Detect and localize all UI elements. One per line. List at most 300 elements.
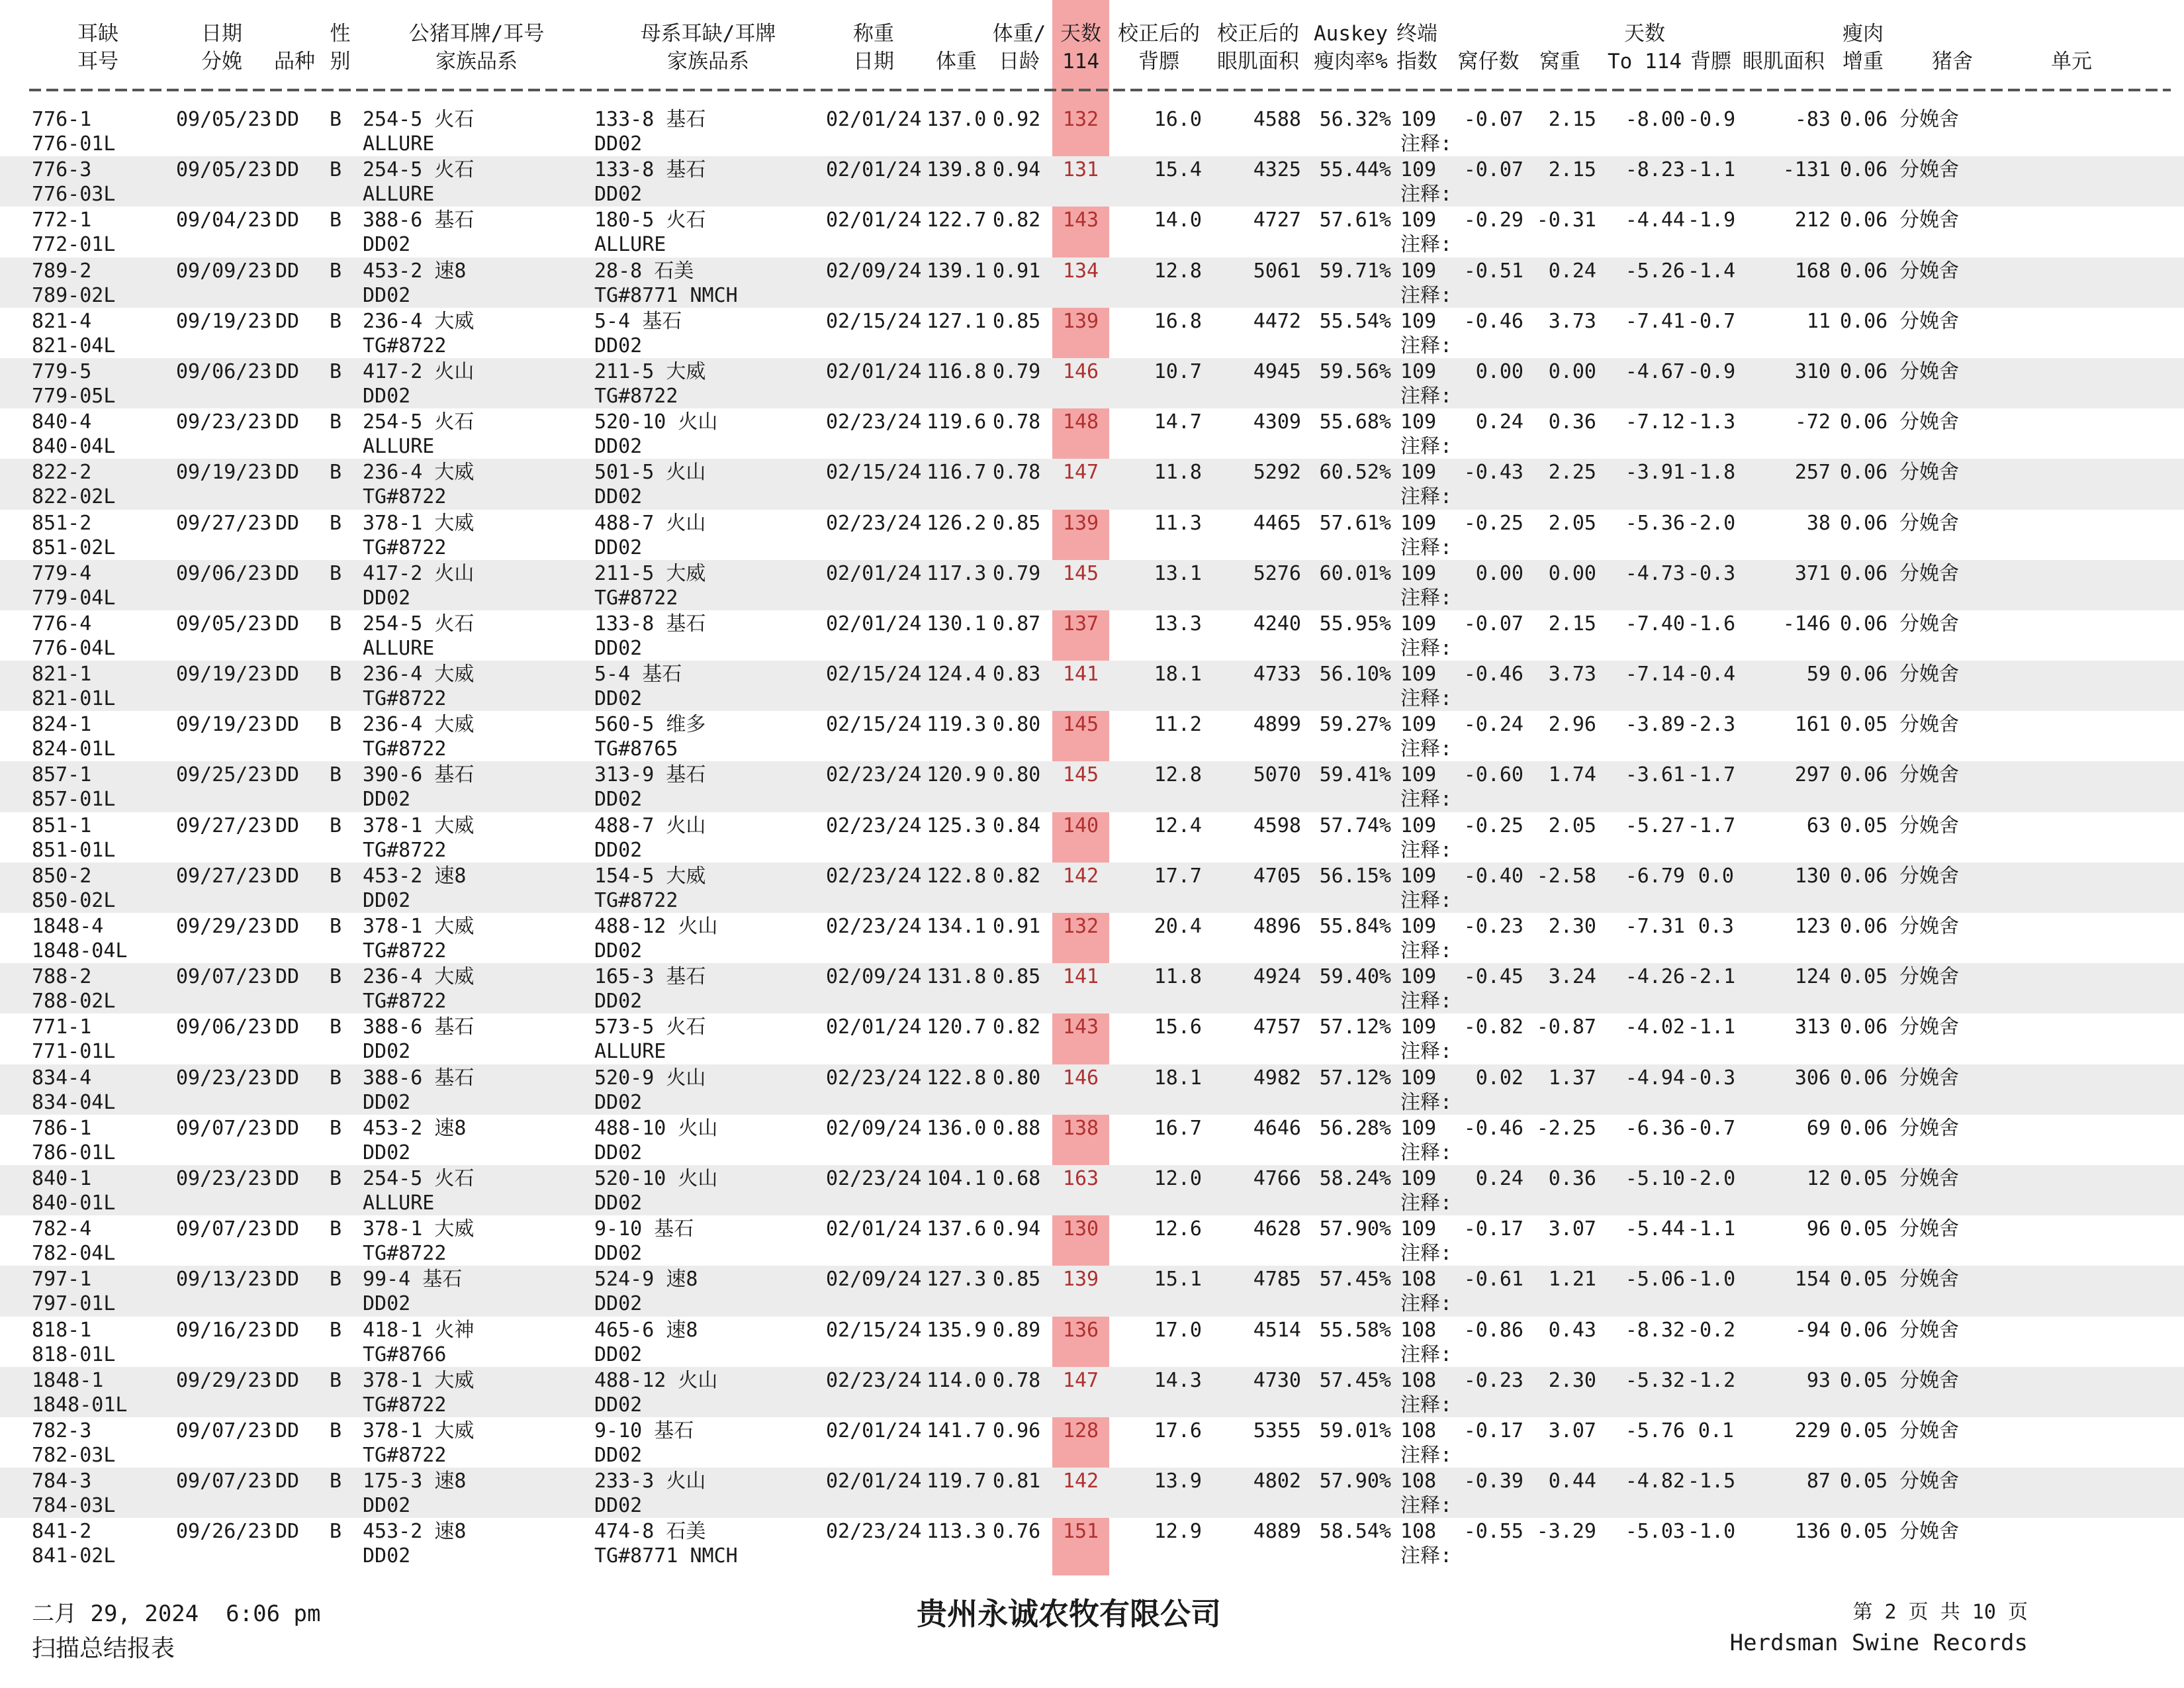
col-header-line: 校正后的 xyxy=(1118,22,1200,46)
col-header-line: 天数 xyxy=(1060,22,1101,46)
adj-backfat: 12.8 xyxy=(1154,259,1202,283)
ear-tag: 841-02L xyxy=(32,1544,116,1568)
litter-size-ebv: -0.07 xyxy=(1463,612,1524,635)
sire-line: DD02 xyxy=(363,1494,411,1518)
terminal-index: 108 xyxy=(1400,1368,1437,1392)
sire-id: 390-6 基石 xyxy=(363,763,475,787)
dam-line: DD02 xyxy=(594,636,643,660)
weigh-date: 02/09/24 xyxy=(826,965,922,989)
adj-loin-area: 4785 xyxy=(1253,1268,1301,1291)
sex: B xyxy=(330,1368,342,1392)
weight-per-day: 0.76 xyxy=(993,1520,1041,1544)
ear-tag: 771-01L xyxy=(32,1040,116,1064)
days-to-114-ebv: -3.61 xyxy=(1625,763,1685,787)
birth-date: 09/27/23 xyxy=(176,864,272,888)
adj-backfat: 20.4 xyxy=(1154,915,1202,938)
sire-id: 417-2 火山 xyxy=(363,359,475,383)
col-header-loin-ebv xyxy=(1734,20,1833,81)
ear-tag: 821-04L xyxy=(32,334,116,357)
table-row xyxy=(0,106,2184,156)
litter-size-ebv: -0.25 xyxy=(1463,511,1524,535)
birth-date: 09/07/23 xyxy=(176,1419,272,1442)
sex: B xyxy=(330,1470,342,1493)
sire-line: TG#8766 xyxy=(363,1342,447,1366)
lean-gain: 0.06 xyxy=(1840,158,1888,182)
pen: 分娩舍 xyxy=(1899,410,1959,434)
table-row xyxy=(0,963,2184,1013)
col-header-line: 瘦肉 xyxy=(1843,22,1884,46)
adj-backfat: 11.3 xyxy=(1154,511,1202,535)
table-row xyxy=(0,358,2184,408)
days-to-114-ebv: -4.94 xyxy=(1625,1066,1685,1090)
table-row xyxy=(0,308,2184,358)
weigh-date: 02/01/24 xyxy=(826,1419,922,1442)
sex: B xyxy=(330,1268,342,1291)
sex: B xyxy=(330,158,342,182)
col-header-line: 校正后的 xyxy=(1217,22,1299,46)
table-row xyxy=(0,661,2184,711)
adj-backfat: 15.4 xyxy=(1154,158,1202,182)
col-header-line: 增重 xyxy=(1843,50,1884,73)
terminal-index: 109 xyxy=(1400,1217,1437,1241)
litter-weight-ebv: 0.36 xyxy=(1548,410,1596,434)
breed: DD xyxy=(275,1166,300,1190)
sire-id: 388-6 基石 xyxy=(363,209,475,232)
adj-backfat: 13.3 xyxy=(1154,612,1202,635)
ear-notch: 779-4 xyxy=(32,561,92,585)
sire-line: TG#8722 xyxy=(363,485,447,509)
lean-gain: 0.05 xyxy=(1840,713,1888,737)
birth-date: 09/29/23 xyxy=(176,915,272,938)
sire-line: TG#8722 xyxy=(363,1393,447,1417)
days-to-114-ebv: -5.10 xyxy=(1625,1166,1685,1190)
weight-per-day: 0.85 xyxy=(993,1268,1041,1291)
pen: 分娩舍 xyxy=(1899,511,1959,535)
birth-date: 09/05/23 xyxy=(176,108,272,131)
sire-line: TG#8722 xyxy=(363,990,447,1013)
ear-notch: 1848-1 xyxy=(32,1368,104,1392)
col-header-breed xyxy=(271,20,318,81)
col-header-line: 眼肌面积 xyxy=(1217,50,1299,73)
col-header-unit xyxy=(2012,20,2131,81)
weight-per-day: 0.78 xyxy=(993,1368,1041,1392)
note-label: 注释: xyxy=(1400,586,1453,610)
sire-id: 236-4 大威 xyxy=(363,461,475,485)
note-label: 注释: xyxy=(1400,1544,1453,1568)
adj-backfat: 11.8 xyxy=(1154,965,1202,989)
lean-percent: 57.45% xyxy=(1319,1268,1391,1291)
dam-line: TG#8722 xyxy=(594,888,678,912)
backfat-ebv: -1.1 xyxy=(1688,1217,1736,1241)
birth-date: 09/27/23 xyxy=(176,814,272,837)
lean-percent: 59.01% xyxy=(1319,1419,1391,1442)
terminal-index: 109 xyxy=(1400,663,1437,686)
days-to-114: 137 xyxy=(1062,612,1099,635)
pen: 分娩舍 xyxy=(1899,814,1959,837)
weight-per-day: 0.68 xyxy=(993,1166,1041,1190)
lean-gain: 0.05 xyxy=(1840,1166,1888,1190)
ear-notch: 789-2 xyxy=(32,259,92,283)
table-row xyxy=(0,1468,2184,1518)
col-header-litter-wt xyxy=(1524,20,1596,81)
pen: 分娩舍 xyxy=(1899,763,1959,787)
weigh-date: 02/01/24 xyxy=(826,1015,922,1039)
dam-id: 9-10 基石 xyxy=(594,1419,694,1442)
lean-gain: 0.06 xyxy=(1840,1015,1888,1039)
breed: DD xyxy=(275,965,300,989)
weight: 124.4 xyxy=(927,663,987,686)
adj-loin-area: 4598 xyxy=(1253,814,1301,837)
weight-per-day: 0.96 xyxy=(993,1419,1041,1442)
litter-weight-ebv: 0.43 xyxy=(1548,1318,1596,1342)
dam-id: 573-5 火石 xyxy=(594,1015,706,1039)
litter-size-ebv: -0.29 xyxy=(1463,209,1524,232)
birth-date: 09/27/23 xyxy=(176,511,272,535)
note-label: 注释: xyxy=(1400,1443,1453,1467)
note-label: 注释: xyxy=(1400,788,1453,812)
ear-notch: 841-2 xyxy=(32,1520,92,1544)
litter-weight-ebv: 3.07 xyxy=(1548,1419,1596,1442)
terminal-index: 109 xyxy=(1400,158,1437,182)
lean-percent: 60.01% xyxy=(1319,561,1391,585)
col-header-pen xyxy=(1893,20,2012,81)
col-header-line: 日期 xyxy=(201,22,242,46)
pen: 分娩舍 xyxy=(1899,663,1959,686)
sex: B xyxy=(330,1419,342,1442)
terminal-index: 109 xyxy=(1400,612,1437,635)
dam-id: 180-5 火石 xyxy=(594,209,706,232)
weight: 139.8 xyxy=(927,158,987,182)
note-label: 注释: xyxy=(1400,283,1453,307)
ear-tag: 797-01L xyxy=(32,1292,116,1316)
loin-area-ebv: 69 xyxy=(1806,1116,1831,1140)
backfat-ebv: -2.3 xyxy=(1688,713,1736,737)
note-label: 注释: xyxy=(1400,838,1453,862)
weight: 135.9 xyxy=(927,1318,987,1342)
col-header-index xyxy=(1396,20,1453,81)
col-header-line xyxy=(1893,20,2012,48)
table-row xyxy=(0,156,2184,207)
table-row xyxy=(0,610,2184,661)
days-to-114-ebv: -5.26 xyxy=(1625,259,1685,283)
terminal-index: 109 xyxy=(1400,1116,1437,1140)
dam-id: 154-5 大威 xyxy=(594,864,706,888)
weigh-date: 02/15/24 xyxy=(826,1318,922,1342)
col-header-line: 耳号 xyxy=(77,50,118,73)
ear-tag: 786-01L xyxy=(32,1141,116,1164)
backfat-ebv: -1.6 xyxy=(1688,612,1736,635)
adj-loin-area: 4727 xyxy=(1253,209,1301,232)
weight-per-day: 0.82 xyxy=(993,1015,1041,1039)
days-to-114-ebv: -5.27 xyxy=(1625,814,1685,837)
dam-line: ALLURE xyxy=(594,1040,666,1064)
adj-loin-area: 4896 xyxy=(1253,915,1301,938)
terminal-index: 109 xyxy=(1400,410,1437,434)
sire-id: 418-1 火神 xyxy=(363,1318,475,1342)
loin-area-ebv: 136 xyxy=(1794,1520,1831,1544)
backfat-ebv: 0.0 xyxy=(1698,864,1734,888)
pen: 分娩舍 xyxy=(1899,259,1959,283)
weight-per-day: 0.82 xyxy=(993,864,1041,888)
sex: B xyxy=(330,259,342,283)
adj-backfat: 13.1 xyxy=(1154,561,1202,585)
birth-date: 09/19/23 xyxy=(176,461,272,485)
table-body xyxy=(0,106,2184,1568)
sire-line: ALLURE xyxy=(363,1191,435,1215)
sire-line: ALLURE xyxy=(363,636,435,660)
ear-notch: 834-4 xyxy=(32,1066,92,1090)
sire-id: 254-5 火石 xyxy=(363,158,475,182)
adj-loin-area: 5070 xyxy=(1253,763,1301,787)
birth-date: 09/05/23 xyxy=(176,612,272,635)
days-to-114: 140 xyxy=(1062,814,1099,837)
lean-percent: 59.56% xyxy=(1319,359,1391,383)
terminal-index: 109 xyxy=(1400,814,1437,837)
col-header-lean xyxy=(1308,20,1394,81)
adj-loin-area: 4472 xyxy=(1253,309,1301,333)
note-label: 注释: xyxy=(1400,132,1453,156)
col-header-sex xyxy=(320,20,360,81)
weight: 137.0 xyxy=(927,108,987,131)
lean-gain: 0.06 xyxy=(1840,663,1888,686)
backfat-ebv: 0.1 xyxy=(1698,1419,1734,1442)
weigh-date: 02/15/24 xyxy=(826,663,922,686)
litter-weight-ebv: 2.15 xyxy=(1548,612,1596,635)
ear-notch: 776-1 xyxy=(32,108,92,131)
days-to-114-ebv: -5.44 xyxy=(1625,1217,1685,1241)
adj-backfat: 14.3 xyxy=(1154,1368,1202,1392)
birth-date: 09/23/23 xyxy=(176,1066,272,1090)
weight-per-day: 0.82 xyxy=(993,209,1041,232)
days-to-114-ebv: -5.76 xyxy=(1625,1419,1685,1442)
terminal-index: 109 xyxy=(1400,1015,1437,1039)
dam-id: 488-12 火山 xyxy=(594,1368,718,1392)
col-header-line xyxy=(2012,20,2131,48)
sire-id: 254-5 火石 xyxy=(363,108,475,131)
pen: 分娩舍 xyxy=(1899,158,1959,182)
adj-backfat: 12.9 xyxy=(1154,1520,1202,1544)
weight: 134.1 xyxy=(927,915,987,938)
weight-per-day: 0.94 xyxy=(993,1217,1041,1241)
col-header-line xyxy=(1688,20,1734,48)
pen: 分娩舍 xyxy=(1899,1116,1959,1140)
pen: 分娩舍 xyxy=(1899,915,1959,938)
dam-line: TG#8722 xyxy=(594,586,678,610)
lean-percent: 59.71% xyxy=(1319,259,1391,283)
col-header-line: 耳缺 xyxy=(77,22,118,46)
days-to-114-ebv: -5.06 xyxy=(1625,1268,1685,1291)
litter-weight-ebv: 1.21 xyxy=(1548,1268,1596,1291)
ear-notch: 1848-4 xyxy=(32,915,104,938)
sex: B xyxy=(330,965,342,989)
pen: 分娩舍 xyxy=(1899,1368,1959,1392)
backfat-ebv: -1.4 xyxy=(1688,259,1736,283)
col-header-line: 家族品系 xyxy=(435,50,518,73)
col-header-line xyxy=(1734,20,1833,48)
lean-gain: 0.05 xyxy=(1840,814,1888,837)
days-to-114: 147 xyxy=(1062,461,1099,485)
dam-line: DD02 xyxy=(594,1292,643,1316)
table-row xyxy=(0,1013,2184,1064)
col-header-date xyxy=(172,20,271,81)
days-to-114-ebv: -7.41 xyxy=(1625,309,1685,333)
lean-gain: 0.06 xyxy=(1840,359,1888,383)
terminal-index: 109 xyxy=(1400,763,1437,787)
litter-size-ebv: -0.43 xyxy=(1463,461,1524,485)
breed: DD xyxy=(275,1015,300,1039)
breed: DD xyxy=(275,814,300,837)
sire-line: DD02 xyxy=(363,1292,411,1316)
pen: 分娩舍 xyxy=(1899,1166,1959,1190)
sire-id: 236-4 大威 xyxy=(363,309,475,333)
litter-weight-ebv: 2.25 xyxy=(1548,461,1596,485)
loin-area-ebv: 313 xyxy=(1794,1015,1831,1039)
lean-percent: 56.10% xyxy=(1319,663,1391,686)
adj-backfat: 11.8 xyxy=(1154,461,1202,485)
dam-line: TG#8771 NMCH xyxy=(594,283,738,307)
days-to-114-ebv: -3.91 xyxy=(1625,461,1685,485)
col-header-line: Auskey xyxy=(1314,22,1388,46)
loin-area-ebv: 306 xyxy=(1794,1066,1831,1090)
litter-size-ebv: -0.46 xyxy=(1463,1116,1524,1140)
loin-area-ebv: 93 xyxy=(1806,1368,1831,1392)
terminal-index: 109 xyxy=(1400,259,1437,283)
sire-id: 378-1 大威 xyxy=(363,511,475,535)
weight-per-day: 0.94 xyxy=(993,158,1041,182)
breed: DD xyxy=(275,1217,300,1241)
lean-gain: 0.06 xyxy=(1840,410,1888,434)
weigh-date: 02/01/24 xyxy=(826,359,922,383)
litter-size-ebv: -0.46 xyxy=(1463,663,1524,686)
sex: B xyxy=(330,713,342,737)
col-header-line xyxy=(271,20,318,48)
ear-tag: 776-04L xyxy=(32,636,116,660)
lean-gain: 0.06 xyxy=(1840,259,1888,283)
sire-line: TG#8722 xyxy=(363,536,447,559)
table-row xyxy=(0,1165,2184,1215)
terminal-index: 109 xyxy=(1400,1066,1437,1090)
lean-percent: 57.74% xyxy=(1319,814,1391,837)
note-label: 注释: xyxy=(1400,384,1453,408)
col-header-line xyxy=(923,20,989,48)
litter-weight-ebv: 2.05 xyxy=(1548,814,1596,837)
weight: 126.2 xyxy=(927,511,987,535)
birth-date: 09/25/23 xyxy=(176,763,272,787)
weight: 122.8 xyxy=(927,864,987,888)
col-header-lean-gain xyxy=(1833,20,1893,81)
sire-id: 236-4 大威 xyxy=(363,663,475,686)
sire-line: ALLURE xyxy=(363,183,435,207)
dam-id: 520-10 火山 xyxy=(594,410,718,434)
adj-backfat: 11.2 xyxy=(1154,713,1202,737)
sire-line: TG#8722 xyxy=(363,838,447,862)
weigh-date: 02/15/24 xyxy=(826,309,922,333)
litter-weight-ebv: 3.73 xyxy=(1548,663,1596,686)
litter-size-ebv: -0.17 xyxy=(1463,1419,1524,1442)
ear-notch: 821-4 xyxy=(32,309,92,333)
days-to-114: 148 xyxy=(1062,410,1099,434)
col-header-line xyxy=(1524,20,1596,48)
weigh-date: 02/15/24 xyxy=(826,713,922,737)
adj-loin-area: 4945 xyxy=(1253,359,1301,383)
weight: 116.8 xyxy=(927,359,987,383)
pen: 分娩舍 xyxy=(1899,1520,1959,1544)
lean-percent: 55.68% xyxy=(1319,410,1391,434)
software-name: Herdsman Swine Records xyxy=(1729,1630,2028,1656)
table-row xyxy=(0,1266,2184,1316)
litter-size-ebv: 0.24 xyxy=(1475,410,1524,434)
dam-line: DD02 xyxy=(594,1141,643,1164)
weight-per-day: 0.79 xyxy=(993,561,1041,585)
weight-per-day: 0.88 xyxy=(993,1116,1041,1140)
litter-size-ebv: -0.17 xyxy=(1463,1217,1524,1241)
dam-id: 524-9 速8 xyxy=(594,1268,698,1291)
col-header-line: 眼肌面积 xyxy=(1743,50,1825,73)
loin-area-ebv: 257 xyxy=(1794,461,1831,485)
terminal-index: 109 xyxy=(1400,511,1437,535)
days-to-114: 145 xyxy=(1062,713,1099,737)
loin-area-ebv: 168 xyxy=(1794,259,1831,283)
breed: DD xyxy=(275,1116,300,1140)
litter-size-ebv: -0.25 xyxy=(1463,814,1524,837)
lean-percent: 57.90% xyxy=(1319,1470,1391,1493)
sire-id: 453-2 速8 xyxy=(363,1520,467,1544)
days-to-114-ebv: -4.02 xyxy=(1625,1015,1685,1039)
pen: 分娩舍 xyxy=(1899,1470,1959,1493)
dam-line: DD02 xyxy=(594,990,643,1013)
weight-per-day: 0.91 xyxy=(993,259,1041,283)
dam-line: DD02 xyxy=(594,1242,643,1266)
pen: 分娩舍 xyxy=(1899,359,1959,383)
sex: B xyxy=(330,309,342,333)
lean-percent: 55.54% xyxy=(1319,309,1391,333)
sex: B xyxy=(330,915,342,938)
table-row xyxy=(0,863,2184,913)
col-header-ear xyxy=(32,20,164,81)
col-header-days114 xyxy=(1052,20,1109,81)
lean-percent: 59.41% xyxy=(1319,763,1391,787)
breed: DD xyxy=(275,309,300,333)
backfat-ebv: -1.0 xyxy=(1688,1520,1736,1544)
weigh-date: 02/01/24 xyxy=(826,612,922,635)
days-to-114: 141 xyxy=(1062,965,1099,989)
sire-id: 378-1 大威 xyxy=(363,1217,475,1241)
ear-tag: 789-02L xyxy=(32,283,116,307)
sex: B xyxy=(330,663,342,686)
weight-per-day: 0.85 xyxy=(993,511,1041,535)
sire-id: 453-2 速8 xyxy=(363,259,467,283)
adj-backfat: 15.1 xyxy=(1154,1268,1202,1291)
ear-tag: 857-01L xyxy=(32,788,116,812)
weigh-date: 02/01/24 xyxy=(826,561,922,585)
loin-area-ebv: 124 xyxy=(1794,965,1831,989)
dam-line: DD02 xyxy=(594,1342,643,1366)
note-label: 注释: xyxy=(1400,1292,1453,1316)
table-row xyxy=(0,1215,2184,1266)
sire-id: 378-1 大威 xyxy=(363,915,475,938)
days-to-114-ebv: -5.32 xyxy=(1625,1368,1685,1392)
table-row xyxy=(0,510,2184,560)
adj-backfat: 15.6 xyxy=(1154,1015,1202,1039)
sex: B xyxy=(330,612,342,635)
litter-size-ebv: -0.60 xyxy=(1463,763,1524,787)
adj-loin-area: 4899 xyxy=(1253,713,1301,737)
breed: DD xyxy=(275,561,300,585)
days-to-114: 143 xyxy=(1062,1015,1099,1039)
breed: DD xyxy=(275,713,300,737)
lean-percent: 57.12% xyxy=(1319,1066,1391,1090)
breed: DD xyxy=(275,158,300,182)
